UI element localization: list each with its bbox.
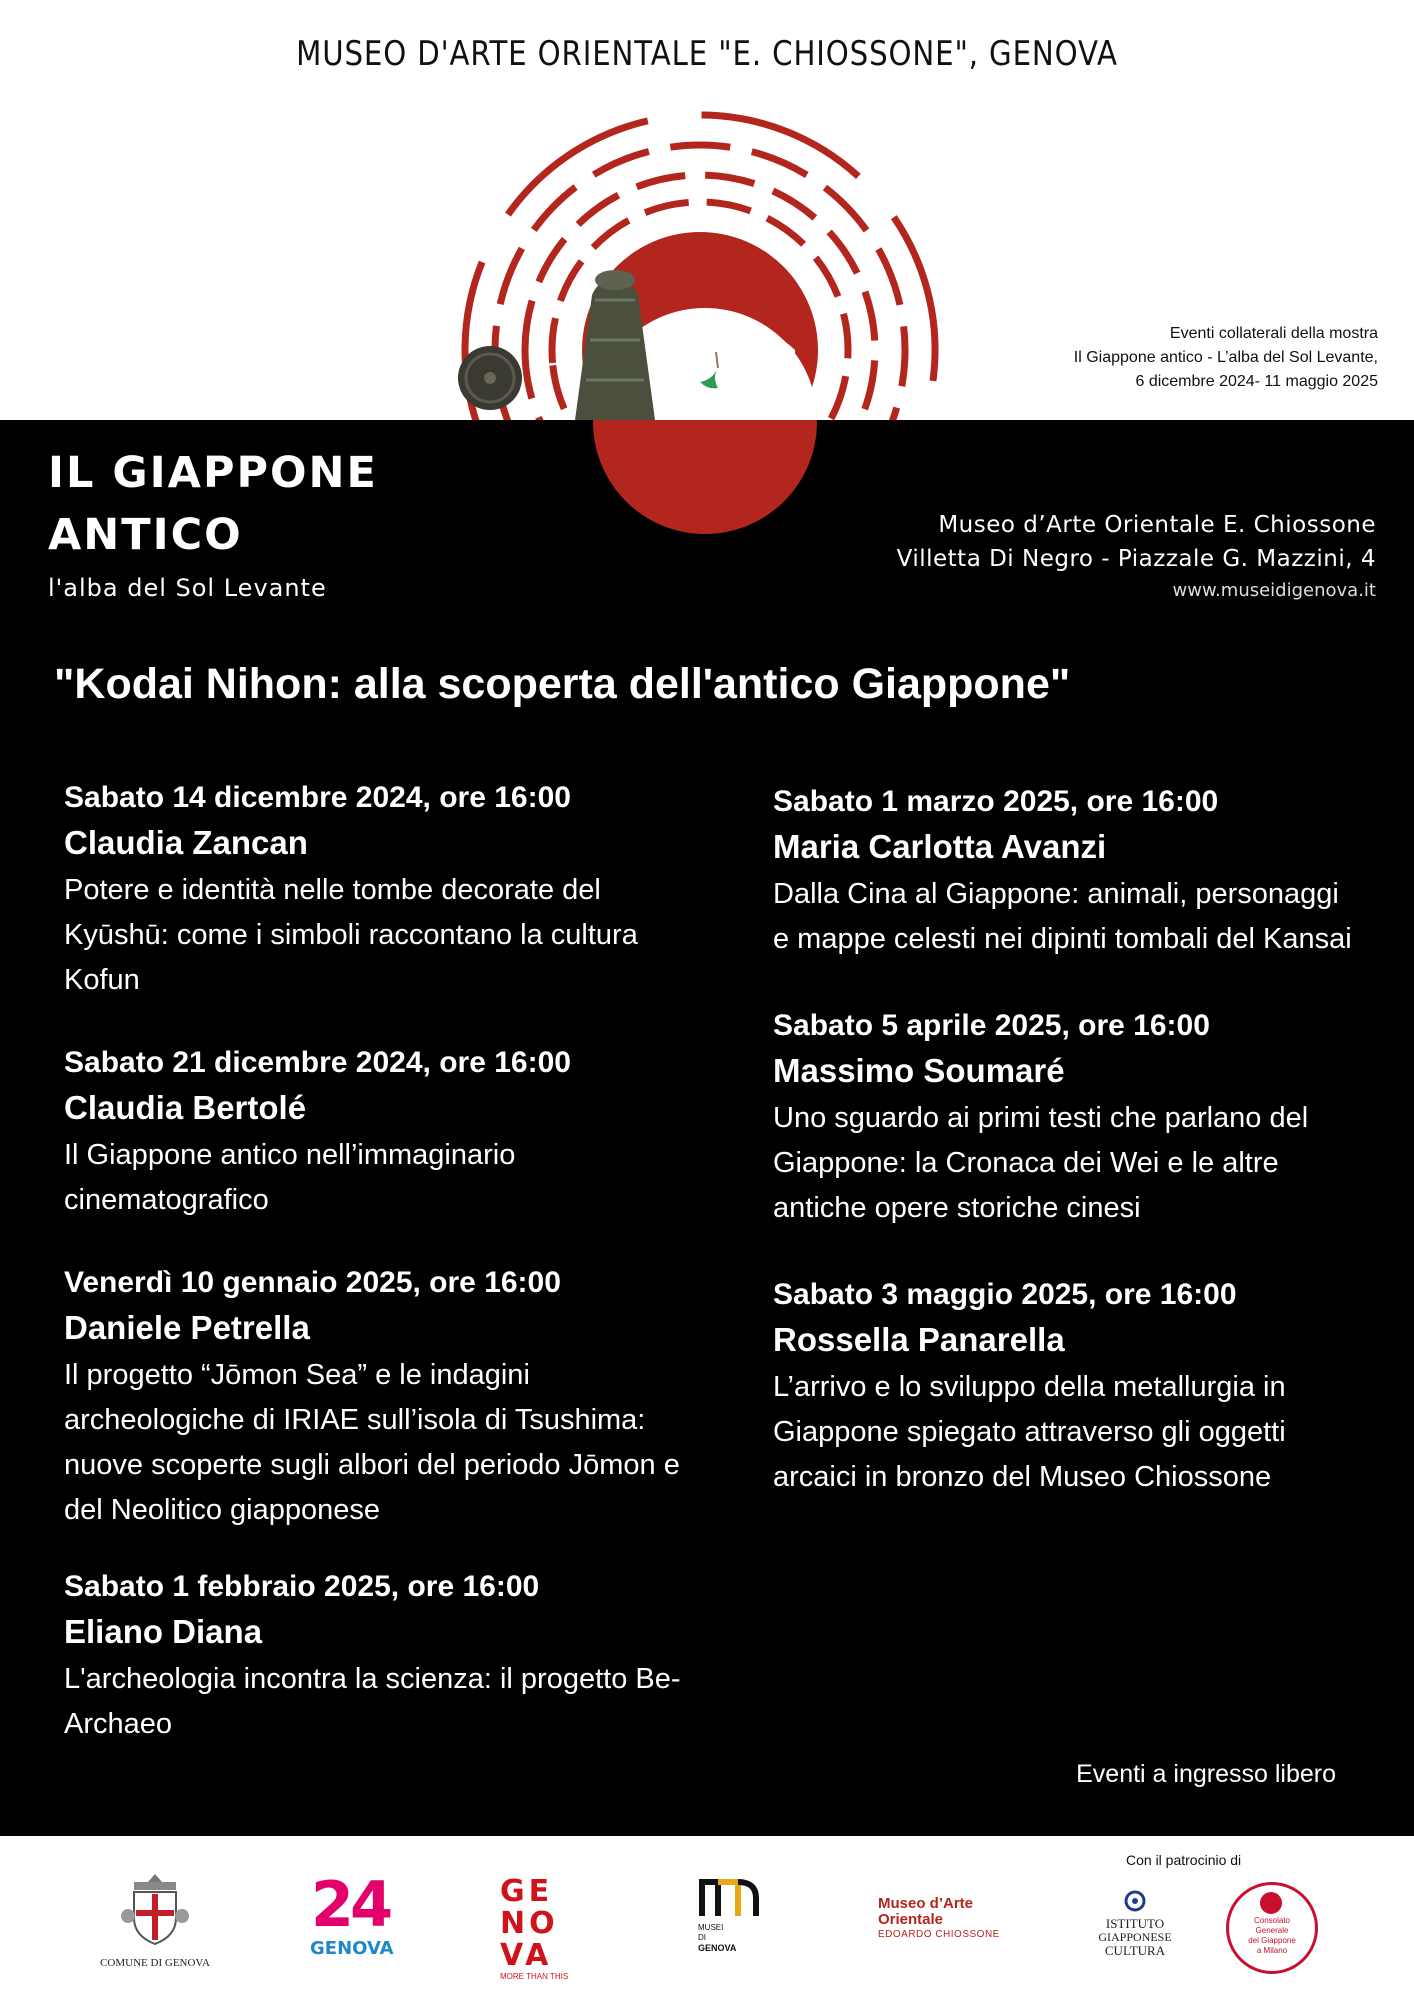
event-topic: Dalla Cina al Giappone: animali, personaggi e mappe celesti nei dipinti tombali del Kansai (773, 878, 1352, 955)
event-topic: Il progetto “Jōmon Sea” e le indagini archeologiche di IRIAE sull’isola di Tsushima: nuove scoperte sugli albori del periodo Jōmon e del Neolitico giapponese (64, 1359, 680, 1526)
consolato-text (1232, 1916, 1312, 1956)
exhibition-title-line-1: IL GIAPPONE (48, 448, 378, 498)
venue-url[interactable]: www.museidigenova.it (1172, 580, 1376, 601)
comune-genova-label: COMUNE DI GENOVA (100, 1957, 210, 1969)
event-topic: L’arrivo e lo sviluppo della metallurgia in Giappone spiegato attraverso gli oggetti arcaici in bronzo del Museo Chiossone (773, 1371, 1286, 1493)
genova-more-bottom: VA (500, 1938, 553, 1973)
exhibition-title (48, 442, 378, 566)
istituto-emblem-icon (1120, 1890, 1150, 1912)
exhibition-logo-graphic (450, 100, 950, 560)
event-date: Sabato 1 marzo 2025, ore 16:00 (773, 785, 1219, 818)
genova-24-number: 24 (310, 1868, 390, 1941)
event-speaker: Maria Carlotta Avanzi (773, 828, 1107, 865)
consolato-line-4: a Milano (1256, 1946, 1288, 1955)
chiossone-line-2: Orientale (878, 1911, 944, 1928)
museo-chiossone-logo (878, 1896, 1018, 1966)
consolato-sun-icon (1260, 1892, 1282, 1914)
event-item (64, 1263, 704, 1533)
chiossone-line-1: Museo d’Arte (878, 1895, 974, 1912)
event-date: Sabato 3 maggio 2025, ore 16:00 (773, 1278, 1237, 1311)
event-speaker: Claudia Bertolé (64, 1089, 307, 1126)
event-speaker: Massimo Soumaré (773, 1052, 1065, 1089)
collateral-line-1: Eventi collaterali della mostra (1169, 325, 1378, 342)
genova-more-than-this-logo (500, 1874, 600, 1981)
free-entry-note: Eventi a ingresso libero (1076, 1760, 1336, 1788)
event-date: Venerdì 10 gennaio 2025, ore 16:00 (64, 1266, 561, 1299)
footer-logo-row (0, 1870, 1414, 1990)
event-date: Sabato 1 febbraio 2025, ore 16:00 (64, 1570, 540, 1603)
coat-of-arms-icon (120, 1870, 190, 1950)
consolato-giappone-logo (1222, 1882, 1322, 1982)
events-right-column (773, 782, 1353, 1540)
event-speaker: Claudia Zancan (64, 824, 308, 861)
event-item (64, 1043, 704, 1223)
istituto-line-2: GIAPPONESE (1098, 1930, 1172, 1944)
collateral-line-3: 6 dicembre 2024- 11 maggio 2025 (1135, 373, 1378, 390)
istituto-line-1: ISTITUTO (1105, 1916, 1165, 1931)
musei-line-1: MUSEI (698, 1923, 724, 1932)
venue-address: Villetta Di Negro - Piazzale G. Mazzini, 4 (896, 546, 1376, 572)
event-item (773, 1006, 1353, 1231)
musei-line-2: DI (698, 1933, 706, 1942)
event-speaker: Daniele Petrella (64, 1309, 310, 1346)
istituto-line-3: CULTURA (1104, 1943, 1166, 1958)
event-item (773, 1275, 1353, 1500)
genova-24-name: GENOVA (310, 1938, 394, 1959)
exhibition-title-line-2: ANTICO (48, 510, 243, 560)
consolato-line-2: Generale (1255, 1926, 1289, 1935)
event-item (64, 778, 704, 1003)
venue-block (897, 508, 1376, 606)
consolato-line-1: Consolato (1253, 1916, 1291, 1925)
exhibition-subtitle: l'alba del Sol Levante (48, 574, 327, 602)
mirror-icon (458, 346, 522, 410)
musei-di-genova-logo (698, 1878, 768, 1978)
event-speaker: Eliano Diana (64, 1613, 263, 1650)
event-item (64, 1567, 704, 1747)
event-item (773, 782, 1353, 962)
consolato-line-3: del Giappone (1248, 1936, 1296, 1945)
chiossone-line-3: EDOARDO CHIOSSONE (878, 1929, 1000, 1940)
musei-line-3: GENOVA (698, 1943, 737, 1953)
event-topic: Potere e identità nelle tombe decorate del Kyūshū: come i simboli raccontano la cultura Kofun (64, 874, 638, 996)
event-date: Sabato 5 aprile 2025, ore 16:00 (773, 1009, 1210, 1042)
events-left-column (64, 778, 704, 1787)
genova-more-tag: MORE THAN THIS (500, 1972, 569, 1981)
genova-more-top: GE NO (500, 1874, 559, 1941)
event-topic: L'archeologia incontra la scienza: il progetto Be-Archaeo (64, 1663, 681, 1740)
event-date: Sabato 21 dicembre 2024, ore 16:00 (64, 1046, 571, 1079)
event-date: Sabato 14 dicembre 2024, ore 16:00 (64, 781, 571, 814)
patronage-label: Con il patrocinio di (1126, 1852, 1242, 1868)
comune-genova-logo (95, 1870, 215, 1980)
series-title: "Kodai Nihon: alla scoperta dell'antico Giappone" (54, 660, 1071, 708)
musei-m-icon (698, 1878, 762, 1918)
event-speaker: Rossella Panarella (773, 1321, 1065, 1358)
venue-name: Museo d’Arte Orientale E. Chiossone (938, 512, 1376, 538)
event-topic: Uno sguardo ai primi testi che parlano del Giappone: la Cronaca dei Wei e le altre antiche opere storiche cinesi (773, 1102, 1309, 1224)
collateral-line-2: Il Giappone antico - L’alba del Sol Levante, (1073, 349, 1378, 366)
event-topic: Il Giappone antico nell’immaginario cinematografico (64, 1139, 516, 1216)
istituto-giapponese-logo (1090, 1890, 1180, 1980)
genova-24-logo (310, 1868, 394, 1972)
collateral-events-note (958, 322, 1378, 394)
museum-header: MUSEO D'ARTE ORIENTALE "E. CHIOSSONE", GENOVA (296, 34, 1118, 74)
